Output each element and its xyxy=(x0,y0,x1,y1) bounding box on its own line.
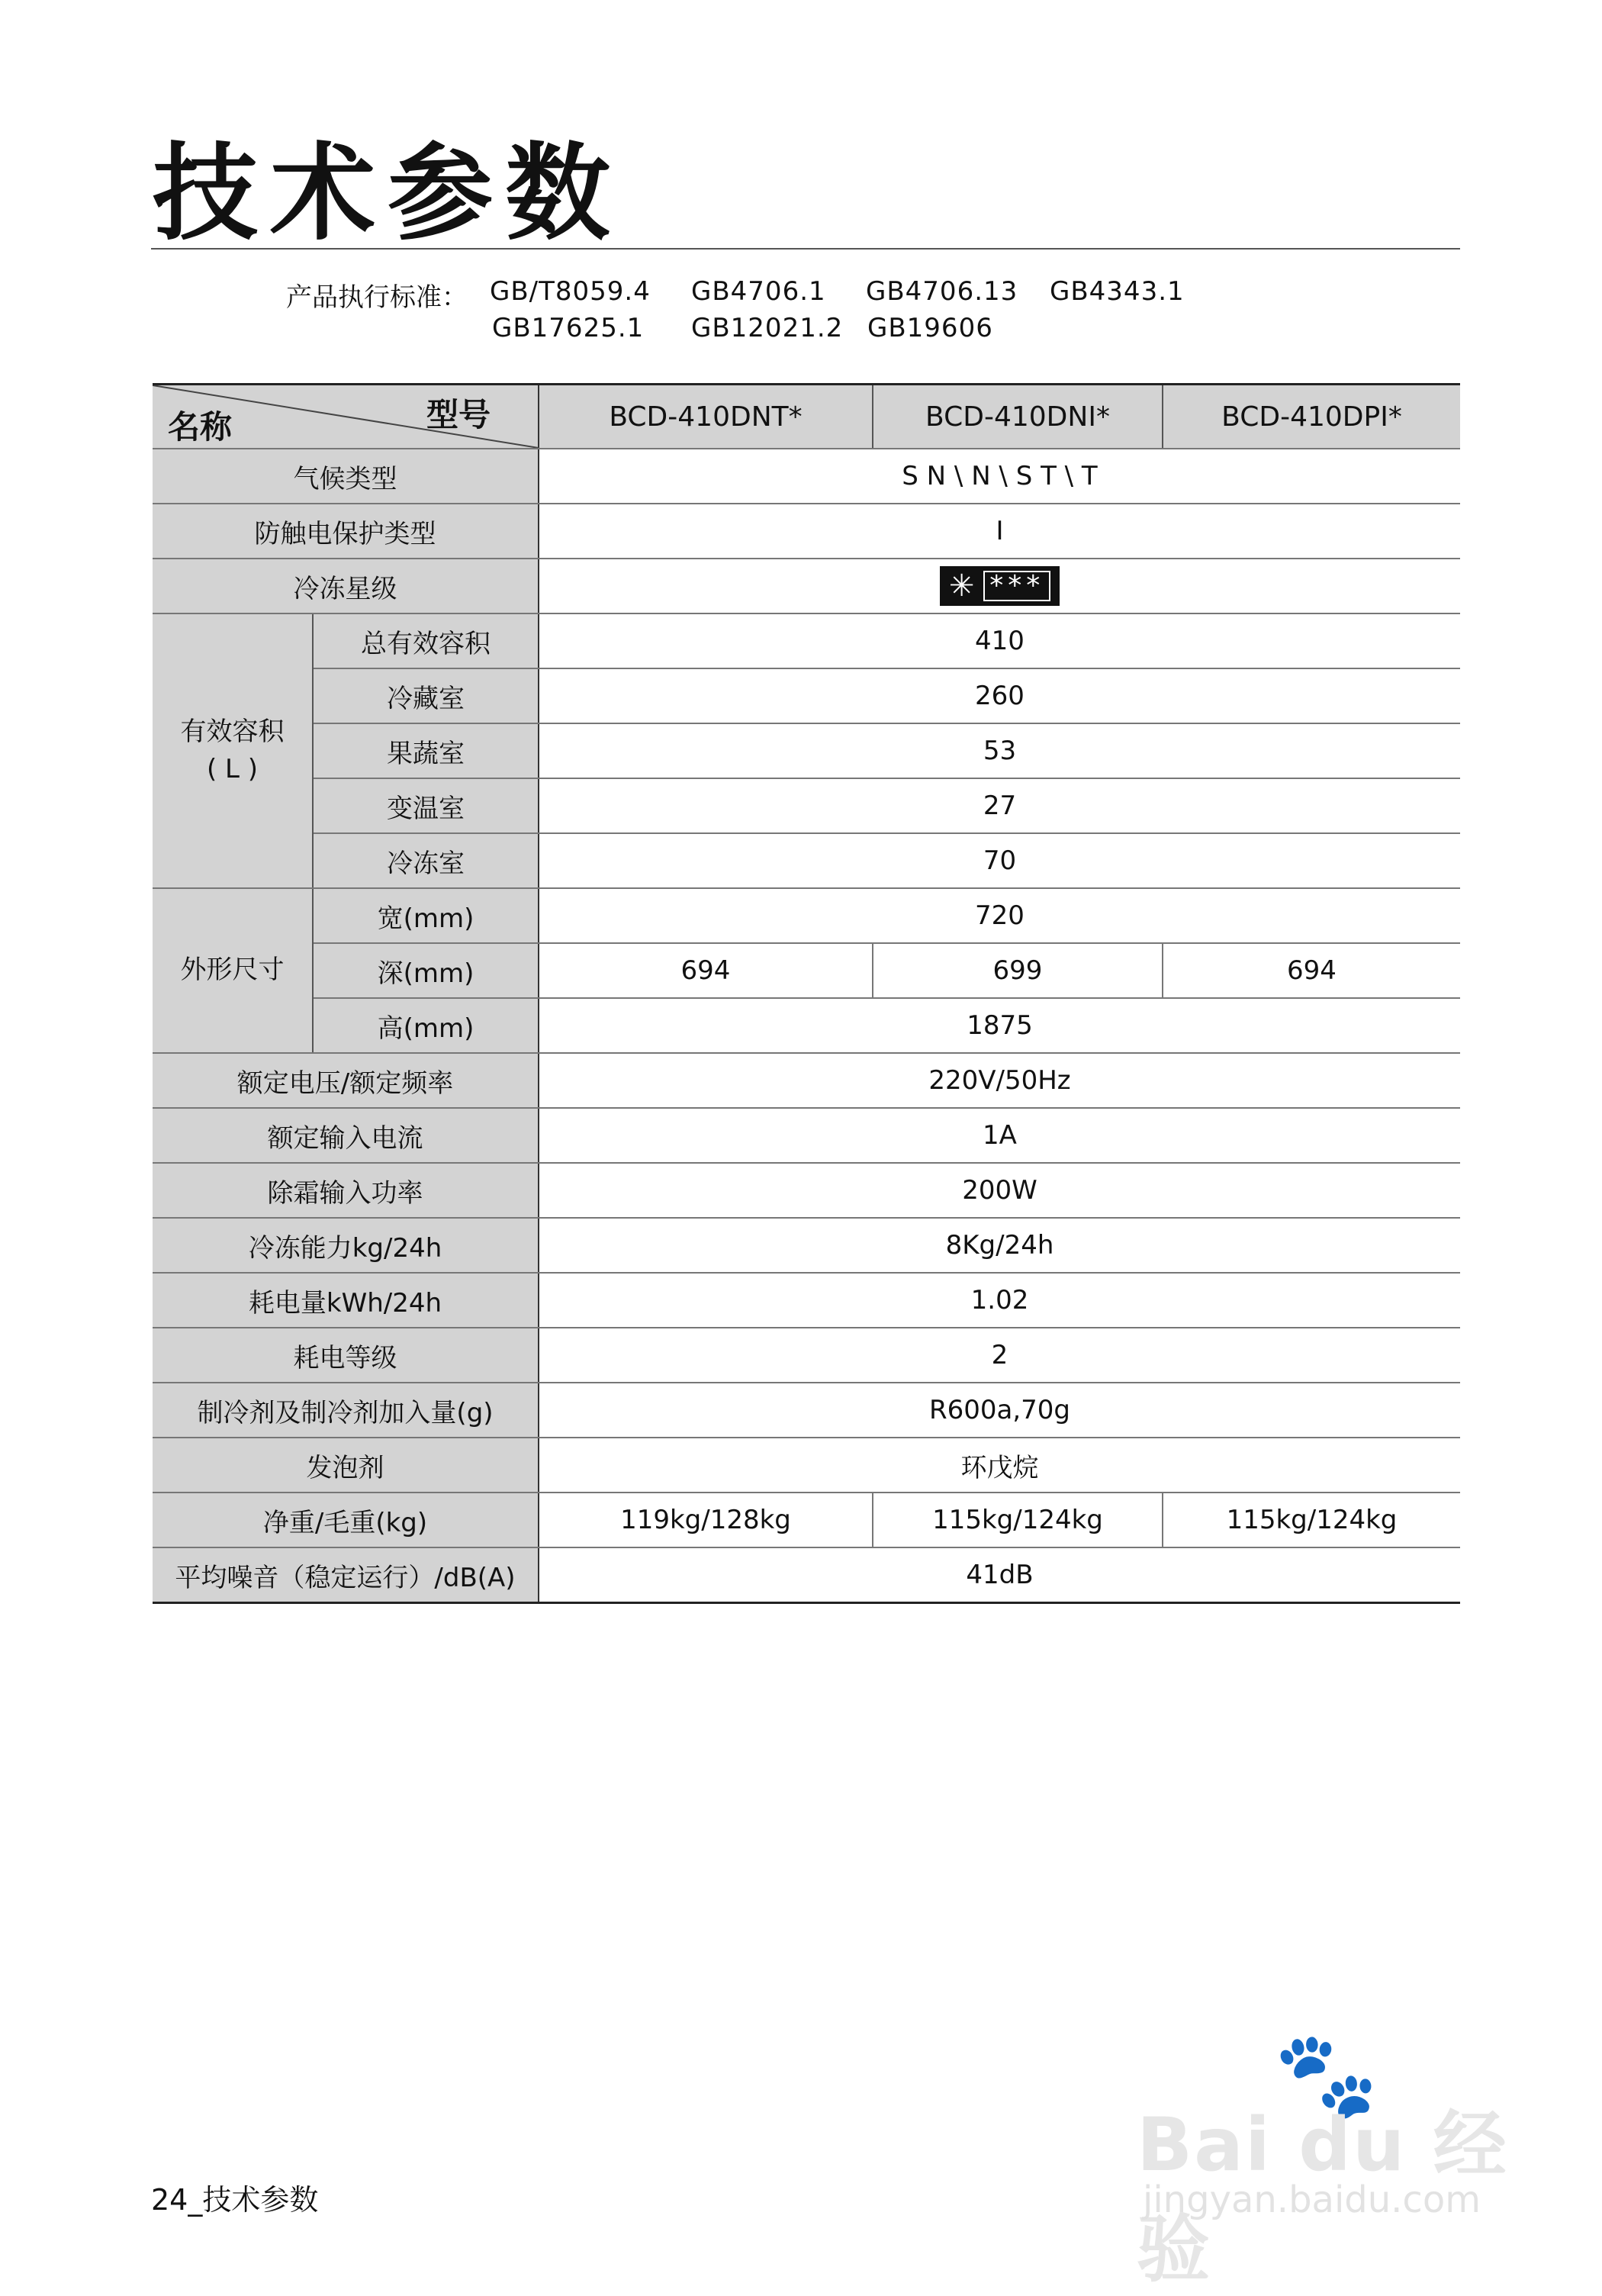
row-value: 260 xyxy=(539,668,1460,723)
row-value: S N \ N \ S T \ T xyxy=(539,449,1460,504)
row-label: 额定电压/额定频率 xyxy=(153,1053,539,1108)
paw-icon: 🐾 xyxy=(1274,2026,1378,2124)
table-row xyxy=(153,1547,1460,1603)
row-label: 冷冻室 xyxy=(313,833,539,888)
table-row xyxy=(153,613,1460,668)
row-label: 深(mm) xyxy=(313,943,539,998)
row-value: 8Kg/24h xyxy=(539,1218,1460,1273)
row-value: 70 xyxy=(539,833,1460,888)
volume-group-label xyxy=(153,613,313,888)
row-label: 额定输入电流 xyxy=(153,1108,539,1163)
table-row xyxy=(153,833,1460,888)
model-header: BCD-410DNI* xyxy=(873,385,1163,449)
standards-label: 产品执行标准： xyxy=(286,282,468,313)
watermark-url: jingyan.baidu.com xyxy=(1143,2178,1481,2221)
row-label: 冷藏室 xyxy=(313,668,539,723)
corner-model-label: 型号 xyxy=(426,396,491,433)
table-row xyxy=(153,1383,1460,1438)
row-value: 720 xyxy=(539,888,1460,943)
row-value: 410 xyxy=(539,613,1460,668)
row-label: 制冷剂及制冷剂加入量(g) xyxy=(153,1383,539,1438)
row-value: 1875 xyxy=(539,998,1460,1053)
row-label: 防触电保护类型 xyxy=(153,504,539,559)
standard-item: GB17625.1 xyxy=(492,313,645,343)
table-row xyxy=(153,1053,1460,1108)
standard-item: GB12021.2 xyxy=(691,313,844,343)
row-value: 环戊烷 xyxy=(539,1438,1460,1493)
size-group-label: 外形尺寸 xyxy=(153,888,313,1053)
row-label: 冷冻能力kg/24h xyxy=(153,1218,539,1273)
row-label: 平均噪音（稳定运行）/dB(A) xyxy=(153,1547,539,1603)
row-value: 41dB xyxy=(539,1547,1460,1603)
table-row xyxy=(153,559,1460,613)
freezer-stars: *** xyxy=(983,571,1050,601)
row-value: 694 xyxy=(1163,943,1460,998)
table-row xyxy=(153,1438,1460,1493)
table-row xyxy=(153,668,1460,723)
volume-group-title: 有效容积 xyxy=(180,716,285,747)
table-row xyxy=(153,1328,1460,1383)
spec-table xyxy=(153,383,1460,1604)
row-value: 115kg/124kg xyxy=(873,1493,1163,1547)
table-row xyxy=(153,778,1460,833)
row-value: 53 xyxy=(539,723,1460,778)
row-label: 耗电量kWh/24h xyxy=(153,1273,539,1328)
row-value: 27 xyxy=(539,778,1460,833)
table-row xyxy=(153,1273,1460,1328)
row-label: 果蔬室 xyxy=(313,723,539,778)
model-header: BCD-410DPI* xyxy=(1163,385,1460,449)
row-label: 变温室 xyxy=(313,778,539,833)
row-label: 发泡剂 xyxy=(153,1438,539,1493)
standard-item: GB4706.1 xyxy=(691,276,826,307)
row-value: 119kg/128kg xyxy=(539,1493,873,1547)
table-row xyxy=(153,998,1460,1053)
table-row xyxy=(153,1163,1460,1218)
row-value: 1.02 xyxy=(539,1273,1460,1328)
freezer-star-cell xyxy=(539,559,1460,613)
volume-group-unit: ( L ) xyxy=(206,754,259,784)
header-corner xyxy=(153,385,539,449)
row-value: 2 xyxy=(539,1328,1460,1383)
snowflake-icon: ✳ xyxy=(948,568,975,604)
row-value: I xyxy=(539,504,1460,559)
row-value: 200W xyxy=(539,1163,1460,1218)
table-row xyxy=(153,504,1460,559)
table-row xyxy=(153,449,1460,504)
row-value: 699 xyxy=(873,943,1163,998)
row-label: 除霜输入功率 xyxy=(153,1163,539,1218)
row-label: 气候类型 xyxy=(153,449,539,504)
standard-item: GB4706.13 xyxy=(866,276,1018,307)
watermark-text: Bai du 经验 xyxy=(1137,2102,1508,2292)
row-label: 冷冻星级 xyxy=(153,559,539,613)
table-row xyxy=(153,1218,1460,1273)
baidu-watermark xyxy=(1137,2026,1533,2292)
row-label: 宽(mm) xyxy=(313,888,539,943)
table-header-row xyxy=(153,385,1460,449)
row-value: 694 xyxy=(539,943,873,998)
table-row xyxy=(153,723,1460,778)
page-title: 技术参数 xyxy=(153,132,623,255)
model-header: BCD-410DNT* xyxy=(539,385,873,449)
row-label: 净重/毛重(kg) xyxy=(153,1493,539,1547)
table-row xyxy=(153,1108,1460,1163)
corner-name-label: 名称 xyxy=(168,408,233,446)
freezer-star-badge xyxy=(940,566,1060,606)
row-label: 高(mm) xyxy=(313,998,539,1053)
row-value: 220V/50Hz xyxy=(539,1053,1460,1108)
table-row xyxy=(153,943,1460,998)
page-footer: 24_技术参数 xyxy=(151,2183,319,2217)
standard-item: GB4343.1 xyxy=(1050,276,1185,307)
row-value: 1A xyxy=(539,1108,1460,1163)
row-label: 总有效容积 xyxy=(313,613,539,668)
row-value: 115kg/124kg xyxy=(1163,1493,1460,1547)
standard-item: GB19606 xyxy=(867,313,993,343)
standard-item: GB/T8059.4 xyxy=(490,276,651,307)
table-row xyxy=(153,888,1460,943)
title-divider xyxy=(151,248,1460,250)
table-row xyxy=(153,1493,1460,1547)
row-value: R600a,70g xyxy=(539,1383,1460,1438)
row-label: 耗电等级 xyxy=(153,1328,539,1383)
